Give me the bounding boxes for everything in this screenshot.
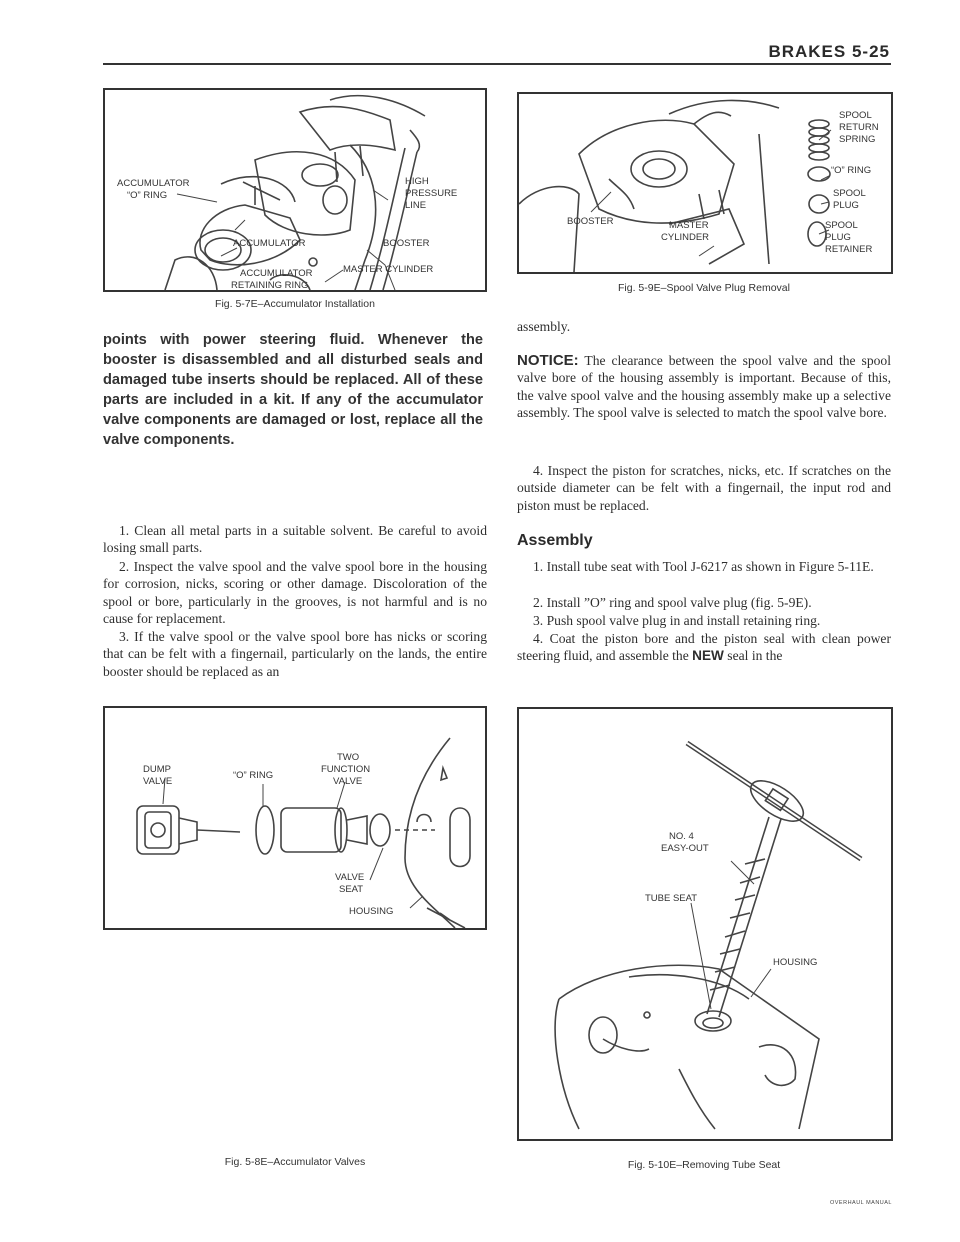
label-two-function-valve-3: VALVE [333, 776, 363, 787]
label-booster: BOOSTER [567, 216, 614, 227]
figure-5-10e-caption: Fig. 5-10E–Removing Tube Seat [627, 1159, 781, 1171]
accumulator-valves-illustration [105, 708, 485, 928]
step-1: 1. Clean all metal parts in a suitable solvent. Be careful to avoid losing small parts. [103, 523, 487, 556]
label-tube-seat: TUBE SEAT [645, 893, 698, 904]
label-high-pressure-line-3: LINE [405, 200, 427, 211]
footer-manual-name: OVERHAUL MANUAL [829, 1200, 892, 1206]
label-dump-valve-1: DUMP [143, 764, 171, 775]
label-master-cylinder: MASTER CYLINDER [343, 264, 434, 275]
figure-5-9e [517, 92, 893, 274]
label-high-pressure-line-2: PRESSURE [405, 188, 458, 199]
figure-5-9e-caption: Fig. 5-9E–Spool Valve Plug Removal [618, 282, 790, 294]
figure-5-8e-caption: Fig. 5-8E–Accumulator Valves [224, 1156, 366, 1168]
label-high-pressure-line-1: HIGH [405, 176, 429, 187]
removing-tube-seat-illustration [519, 709, 891, 1139]
label-spool-plug-retainer-2: PLUG [825, 232, 851, 243]
header-rule [103, 63, 891, 65]
assembly-heading: Assembly [517, 532, 593, 549]
label-easy-out-1: NO. 4 [669, 831, 694, 842]
assembly-step-4-text-a: 4. Coat the piston bore and the piston seal with clean power steering fluid, and assemble the [517, 631, 891, 664]
label-easy-out-2: EASY-OUT [661, 843, 709, 854]
assembly-step-4-text-b: seal in the [727, 648, 783, 664]
label-valve-seat-1: VALVE [335, 872, 365, 883]
label-spool-return-spring-2: RETURN [839, 122, 879, 133]
step-2: 2. Inspect the valve spool and the valve spool bore in the housing for corrosion, nicks, scoring or other damage. Discoloration of the spool or bore, particularly in the grooves, is not harmful and is no cause for replacement. [103, 559, 487, 627]
assembly-step-1: 1. Install tube seat with Tool J-6217 as shown in Figure 5-11E. [533, 559, 874, 574]
step-3: 3. If the valve spool or the valve spool bore has nicks or scoring that can be felt with a fingernail, particularly on the lands, the entire booster should be replaced as an [103, 629, 487, 679]
label-two-function-valve-1: TWO [337, 752, 360, 763]
continuation-text: assembly. [517, 319, 571, 334]
label-master-cylinder-1: MASTER [669, 220, 709, 231]
notice-text: The clearance between the spool valve and the spool valve bore of the housing assembly is important. Because of this, the valve spool valve and the housing assembly make up a selective assembly. The spool valve is selected to match the spool valve bore. [517, 353, 891, 421]
label-dump-valve-2: VALVE [143, 776, 173, 787]
label-accumulator-o-ring-line1: ACCUMULATOR [117, 178, 190, 189]
label-retaining-ring-1: ACCUMULATOR [240, 268, 313, 279]
figure-5-10e [517, 707, 893, 1141]
running-head: BRAKES 5-25 [768, 42, 890, 61]
label-spool-plug-2: PLUG [833, 200, 859, 211]
label-spool-plug-1: SPOOL [833, 188, 866, 199]
label-housing: HOUSING [773, 957, 818, 968]
assembly-step-3: 3. Push spool valve plug in and install retaining ring. [533, 613, 821, 628]
spool-valve-plug-removal-illustration [519, 94, 891, 272]
figure-5-7e [103, 88, 487, 292]
label-accumulator: ACCUMULATOR [233, 238, 306, 249]
label-retaining-ring-2: RETAINING RING [231, 280, 309, 290]
label-o-ring: “O” RING [233, 770, 274, 781]
step-4: 4. Inspect the piston for scratches, nicks, etc. If scratches on the outside diameter can be felt with a fingernail, the input rod and piston must be replaced. [517, 463, 891, 513]
assembly-step-2: 2. Install ”O” ring and spool valve plug (fig. 5-9E). [533, 595, 812, 610]
notice-paragraph [517, 352, 891, 422]
label-master-cylinder-2: CYLINDER [661, 232, 710, 243]
label-spool-plug-retainer-3: RETAINER [825, 244, 873, 255]
warning-paragraph: points with power steering fluid. Whenever the booster is disassembled and all disturbed seals and damaged tube inserts should be replaced. All of these parts are included in a kit. If any of the accumulator valve components are damaged or lost, replace all the valve components. [103, 332, 483, 448]
label-housing: HOUSING [349, 906, 394, 917]
notice-label: NOTICE: [517, 352, 579, 369]
figure-5-7e-caption: Fig. 5-7E–Accumulator Installation [215, 298, 375, 310]
label-spool-return-spring-3: SPRING [839, 134, 876, 145]
label-o-ring: “O” RING [831, 165, 872, 176]
label-valve-seat-2: SEAT [339, 884, 364, 895]
assembly-step-4 [517, 630, 891, 665]
new-emphasis: NEW [692, 648, 724, 664]
label-spool-return-spring-1: SPOOL [839, 110, 872, 121]
label-spool-plug-retainer-1: SPOOL [825, 220, 858, 231]
accumulator-installation-illustration [105, 90, 485, 290]
label-accumulator-o-ring-line2: “O” RING [127, 190, 168, 201]
label-booster: BOOSTER [383, 238, 430, 249]
figure-5-8e [103, 706, 487, 930]
label-two-function-valve-2: FUNCTION [321, 764, 371, 775]
